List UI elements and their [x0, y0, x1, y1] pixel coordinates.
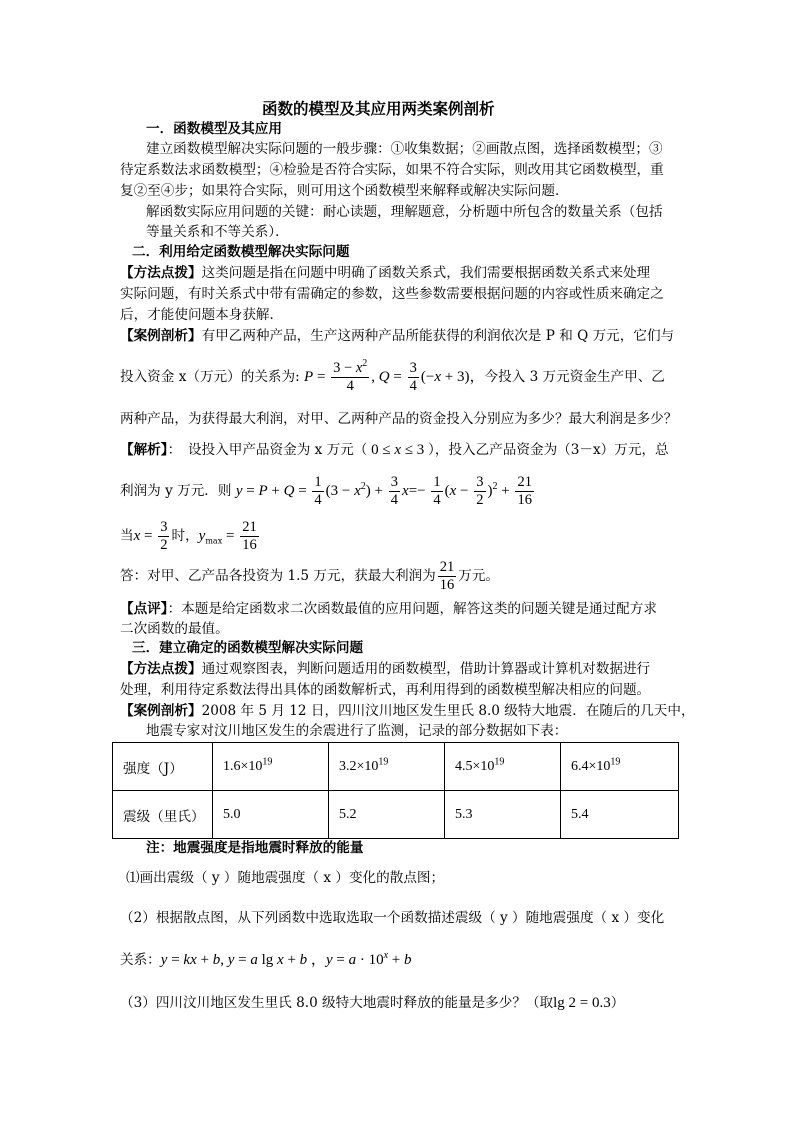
solution-text-a: ： 设投入甲产品资金为 x 万元（ — [167, 442, 368, 458]
answer-text-a: 答：对甲、乙产品各投资为 1.5 万元，获最大利润为 — [120, 568, 436, 584]
solution-text-b: ），投入乙产品资金为（3－x）万元，总 — [428, 442, 669, 458]
formula-ymax: $y_{max}$ = $\frac{21}{16}$ — [198, 519, 257, 553]
section1-p1-line2: 待定系数法求函数模型；④检验是否符合实际，如果不符合实际，则改用其它函数模型，重 — [120, 162, 664, 178]
section3-question2-line2 — [120, 950, 412, 970]
section3-heading: 三．建立确定的函数模型解决实际问题 — [132, 640, 364, 656]
question2-prefix: 关系： — [120, 952, 161, 968]
method-text: 通过观察图表，判断问题适用的函数模型，借助计算器或计算机对数据进行 — [201, 661, 651, 677]
formula-lg2: lg 2 = 0.3 — [553, 995, 611, 1011]
section3-case-line1 — [120, 701, 695, 721]
section1-heading: 一．函数模型及其应用 — [146, 121, 282, 137]
table-cell: 5.0 — [213, 791, 329, 839]
solution-line2-text: 利润为 y 万元．则 — [120, 483, 232, 499]
section2-comment-line2: 二次函数的最值。 — [120, 621, 229, 637]
section3-method-line1 — [120, 659, 650, 679]
section2-solution-line2 — [120, 468, 536, 514]
table-cell: $1.6\times 10^{19}$ — [213, 743, 329, 791]
case-line2-tail: 今投入 3 万元资金生产甲、乙 — [484, 369, 665, 385]
section3-question1: ⑴画出震级（ y ）随地震强度（ x ）变化的散点图； — [126, 870, 445, 886]
section3-case-line2: 地震专家对汶川地区发生的余震进行了监测，记录的部分数据如下表： — [146, 723, 568, 739]
section2-case-line1 — [120, 326, 674, 346]
section1-p2-line1: 解函数实际应用问题的关键：耐心读题，理解题意，分析题中所包含的数量关系（包括 — [146, 204, 663, 220]
answer-text-b: 万元。 — [458, 568, 500, 584]
formula-x: x = $\frac{3}{2}$ — [133, 519, 168, 553]
when-text: 当 — [120, 528, 134, 544]
section2-case-line2: 投入资金 x（万元）的关系为: P = $\frac{3 - x^2}{4}$ , Q = $\frac{3}{4}$ (−x + 3)，今投入 3 万元资金生产甲、乙 — [120, 358, 665, 394]
table-cell: 5.4 — [561, 791, 679, 839]
table-cell: 5.2 — [329, 791, 445, 839]
formula-max-profit: $\frac{21}{16}$ — [439, 559, 455, 593]
section2-solution-line1 — [120, 440, 669, 460]
section2-method-line3: 后，才能使问题本身获解． — [120, 307, 284, 323]
formula-candidates: y = kx + b, y = a lg x + b ，$y = a \cdot 10^x + b$ — [160, 950, 412, 968]
solution-tag: 【解析】 — [120, 442, 168, 458]
table-cell: $6.4\times 10^{19}$ — [561, 743, 679, 791]
section2-method-line2: 实际问题，有时关系式中带有需确定的参数，这些参数需要根据问题的内容或性质来确定之 — [120, 286, 664, 302]
section2-answer-line — [120, 556, 499, 596]
section2-comment-line1 — [120, 599, 657, 619]
section2-heading: 二．利用给定函数模型解决实际问题 — [132, 244, 350, 260]
when-mid-text: 时， — [171, 528, 199, 544]
formula-PQ: P = $\frac{3 - x^2}{4}$ , Q = $\frac{3}{4}$ (−x + 3) — [304, 358, 470, 394]
earthquake-data-table — [112, 742, 679, 839]
table-cell: $3.2\times 10^{19}$ — [329, 743, 445, 791]
table-row — [113, 743, 679, 791]
magnitude-header-cell: 震级（里氏） — [113, 791, 213, 839]
comment-tag: 【点评】 — [120, 601, 168, 617]
method-tag: 【方法点拨】 — [120, 265, 202, 281]
case-tag: 【案例剖析】 — [120, 328, 202, 344]
question3-text: （3）四川汶川地区发生里氏 8.0 级特大地震时释放的能量是多少？（取 — [120, 995, 554, 1011]
table-row — [113, 791, 679, 839]
section2-method-line1 — [120, 263, 650, 283]
case-tag: 【案例剖析】 — [120, 703, 202, 719]
section2-when-line — [120, 515, 261, 557]
strength-header-cell: 强度（J） — [113, 743, 213, 791]
comment-text: ：本题是给定函数求二次函数最值的应用问题，解答这类的问题关键是通过配方求 — [167, 601, 657, 617]
question3-end: ） — [610, 995, 625, 1011]
case-text: 有甲乙两种产品，生产这两种产品所能获得的利润依次是 P 和 Q 万元，它们与 — [201, 328, 675, 344]
section1-p1-line1: 建立函数模型解决实际问题的一般步骤：①收集数据；②画散点图，选择函数模型；③ — [146, 141, 663, 157]
case-line2-text: 投入资金 x（万元）的关系为: — [120, 369, 300, 385]
section1-p1-line3: 复②至④步；如果符合实际，则可用这个函数模型来解释或解决实际问题． — [120, 183, 569, 199]
method-tag: 【方法点拨】 — [120, 661, 202, 677]
case-text: 2008 年 5 月 12 日，四川汶川地区发生里氏 8.0 级特大地震．在随后的几天中， — [201, 703, 695, 719]
table-cell: 5.3 — [445, 791, 561, 839]
formula-domain: 0 ≤ x ≤ 3 — [367, 442, 429, 458]
section2-case-line3: 两种产品，为获得最大利润，对甲、乙两种产品的资金投入分别应为多少？最大利润是多少？ — [120, 411, 678, 427]
table-cell: $4.5\times 10^{19}$ — [445, 743, 561, 791]
section3-note: 注：地震强度是指地震时释放的能量 — [146, 840, 364, 856]
page-title: 函数的模型及其应用两类案例剖析 — [262, 99, 495, 118]
section3-method-line2: 处理，利用待定系数法得出具体的函数解析式，再利用得到的函数模型解决相应的问题。 — [120, 682, 651, 698]
section1-p2-line2: 等量关系和不等关系）． — [146, 224, 289, 240]
section3-question2-line1: （2）根据散点图，从下列函数中选取选取一个函数描述震级（ y ）随地震强度（ x ）变化 — [120, 910, 665, 926]
section3-question3 — [120, 993, 624, 1013]
formula-y: y = P + Q = $\frac{1}{4}$ $(3 - x^2)$ + $\frac{3}{4}$ x=− $\frac{1}{4}$ (x − $\frac{3}{2}$ )$^2$ + $\frac{21}{16}$ — [235, 474, 532, 508]
method-text: 这类问题是指在问题中明确了函数关系式，我们需要根据函数关系式来处理 — [201, 265, 651, 281]
